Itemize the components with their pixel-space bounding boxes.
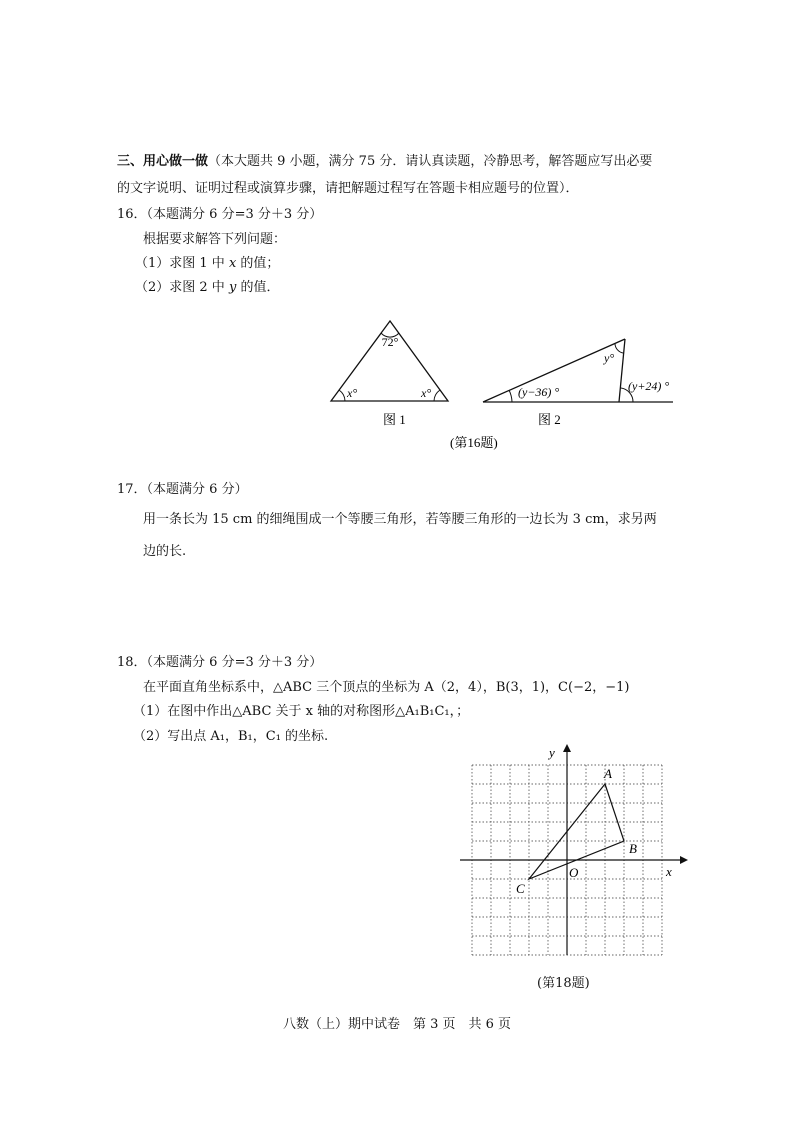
q18-figure-caption: (第18题) [537, 976, 590, 991]
figure-2-triangle [483, 339, 673, 427]
q16-score: （本题满分 6 分=3 分＋3 分） [146, 207, 323, 222]
fig2-ext-angle: (y+24) ° [628, 379, 670, 393]
fig1-left-angle: x° [347, 386, 358, 400]
q18-header [117, 651, 322, 670]
x-axis-label: x [666, 864, 672, 879]
q17-line2: 边的长. [143, 544, 187, 559]
q17-score: （本题满分 6 分） [146, 482, 248, 497]
q17-header [117, 478, 248, 497]
q16-sub2: （2）求图 2 中 y 的值． [135, 280, 280, 295]
q16-number: 16． [117, 207, 147, 222]
origin-label: O [569, 865, 579, 880]
fig2-left-angle: (y−36) ° [518, 385, 560, 399]
section-title: 三、用心做一做 [117, 154, 209, 169]
fig2-caption: 图 2 [538, 412, 561, 427]
axes [460, 744, 688, 955]
fig1-right-angle: x° [421, 386, 432, 400]
page-footer: 八数（上）期中试卷 第 3 页 共 6 页 [282, 1017, 512, 1032]
fig2-top-angle: y° [604, 351, 615, 365]
point-label-c: C [516, 881, 525, 896]
fig1-caption: 图 1 [383, 412, 406, 427]
q18-coordinate-graph [440, 740, 700, 995]
q16-figure-caption: (第16题) [450, 435, 498, 450]
q18-line1: 在平面直角坐标系中，△ABC 三个顶点的坐标为 A（2，4），B(3，1)，C(−2，−1) [143, 680, 630, 695]
q17-number: 17． [117, 482, 147, 497]
y-axis-label: y [549, 745, 555, 760]
x-axis-arrow [680, 856, 688, 864]
q18-sub2: （2）写出点 A₁，B₁，C₁ 的坐标. [133, 729, 329, 744]
y-axis-arrow [563, 744, 571, 752]
section-intro-line1: （本大题共 9 小题，满分 75 分．请认真读题，冷静思考，解答题应写出必要 [208, 154, 653, 169]
point-label-a: A [604, 766, 612, 781]
fig1-top-angle: 72° [381, 335, 399, 349]
q16-figures [0, 0, 794, 460]
q17-line1: 用一条长为 15 cm 的细绳围成一个等腰三角形，若等腰三角形的一边长为 3 cm，求另两 [143, 512, 657, 527]
q16-prompt: 根据要求解答下列问题： [143, 232, 287, 247]
q16-sub1: （1）求图 1 中 x 的值； [135, 256, 280, 271]
q18-score: （本题满分 6 分=3 分＋3 分） [146, 655, 323, 670]
point-label-b: B [629, 841, 637, 856]
q18-number: 18． [117, 655, 147, 670]
section-intro-line2: 的文字说明、证明过程或演算步骤，请把解题过程写在答题卡相应题号的位置）． [117, 181, 579, 196]
figure-1-triangle [331, 321, 448, 427]
q18-sub1: （1）在图中作出△ABC 关于 x 轴的对称图形△A₁B₁C₁，； [133, 704, 470, 719]
